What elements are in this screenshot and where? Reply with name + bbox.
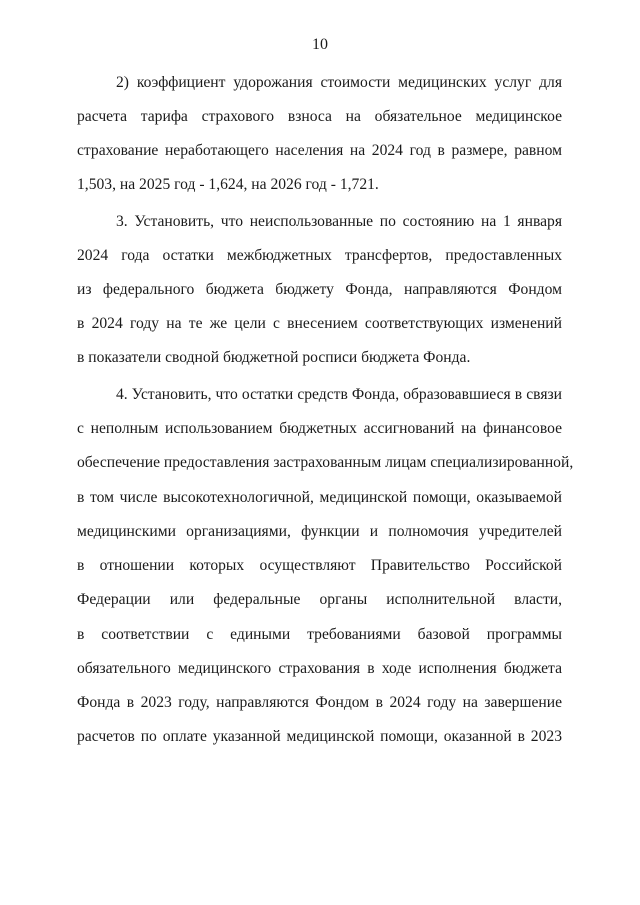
text-line: страхование неработающего населения на 2024 год в размере, равном: [77, 142, 562, 159]
text-line: обеспечение предоставления застрахованным лицам специализированной,: [77, 454, 574, 471]
text-line: 3. Установить, что неиспользованные по состоянию на 1 января: [116, 213, 562, 230]
text-line: 2) коэффициент удорожания стоимости медицинских услуг для: [116, 74, 562, 91]
page-number: 10: [312, 36, 328, 53]
text-line: 4. Установить, что остатки средств Фонда, образовавшиеся в связи: [116, 386, 562, 403]
text-line: Фонда в 2023 году, направляются Фондом в 2024 году на завершение: [77, 694, 562, 711]
text-line: в соответствии с едиными требованиями базовой программы: [77, 626, 562, 643]
text-line: с неполным использованием бюджетных ассигнований на финансовое: [77, 420, 562, 437]
text-line: 1,503, на 2025 год - 1,624, на 2026 год - 1,721.: [77, 176, 379, 193]
text-line: Федерации или федеральные органы исполнительной власти,: [77, 591, 562, 608]
text-line: из федерального бюджета бюджету Фонда, направляются Фондом: [77, 281, 562, 298]
text-line: в отношении которых осуществляют Правительство Российской: [77, 557, 562, 574]
text-line: в показатели сводной бюджетной росписи бюджета Фонда.: [77, 349, 471, 366]
text-line: в 2024 году на те же цели с внесением соответствующих изменений: [77, 315, 562, 332]
text-line: медицинскими организациями, функции и полномочия учредителей: [77, 523, 562, 540]
text-line: расчета тарифа страхового взноса на обязательное медицинское: [77, 108, 562, 125]
text-line: в том числе высокотехнологичной, медицинской помощи, оказываемой: [77, 489, 562, 506]
text-line: обязательного медицинского страхования в ходе исполнения бюджета: [77, 660, 562, 677]
text-line: расчетов по оплате указанной медицинской помощи, оказанной в 2023: [77, 728, 562, 745]
text-line: 2024 года остатки межбюджетных трансфертов, предоставленных: [77, 247, 562, 264]
